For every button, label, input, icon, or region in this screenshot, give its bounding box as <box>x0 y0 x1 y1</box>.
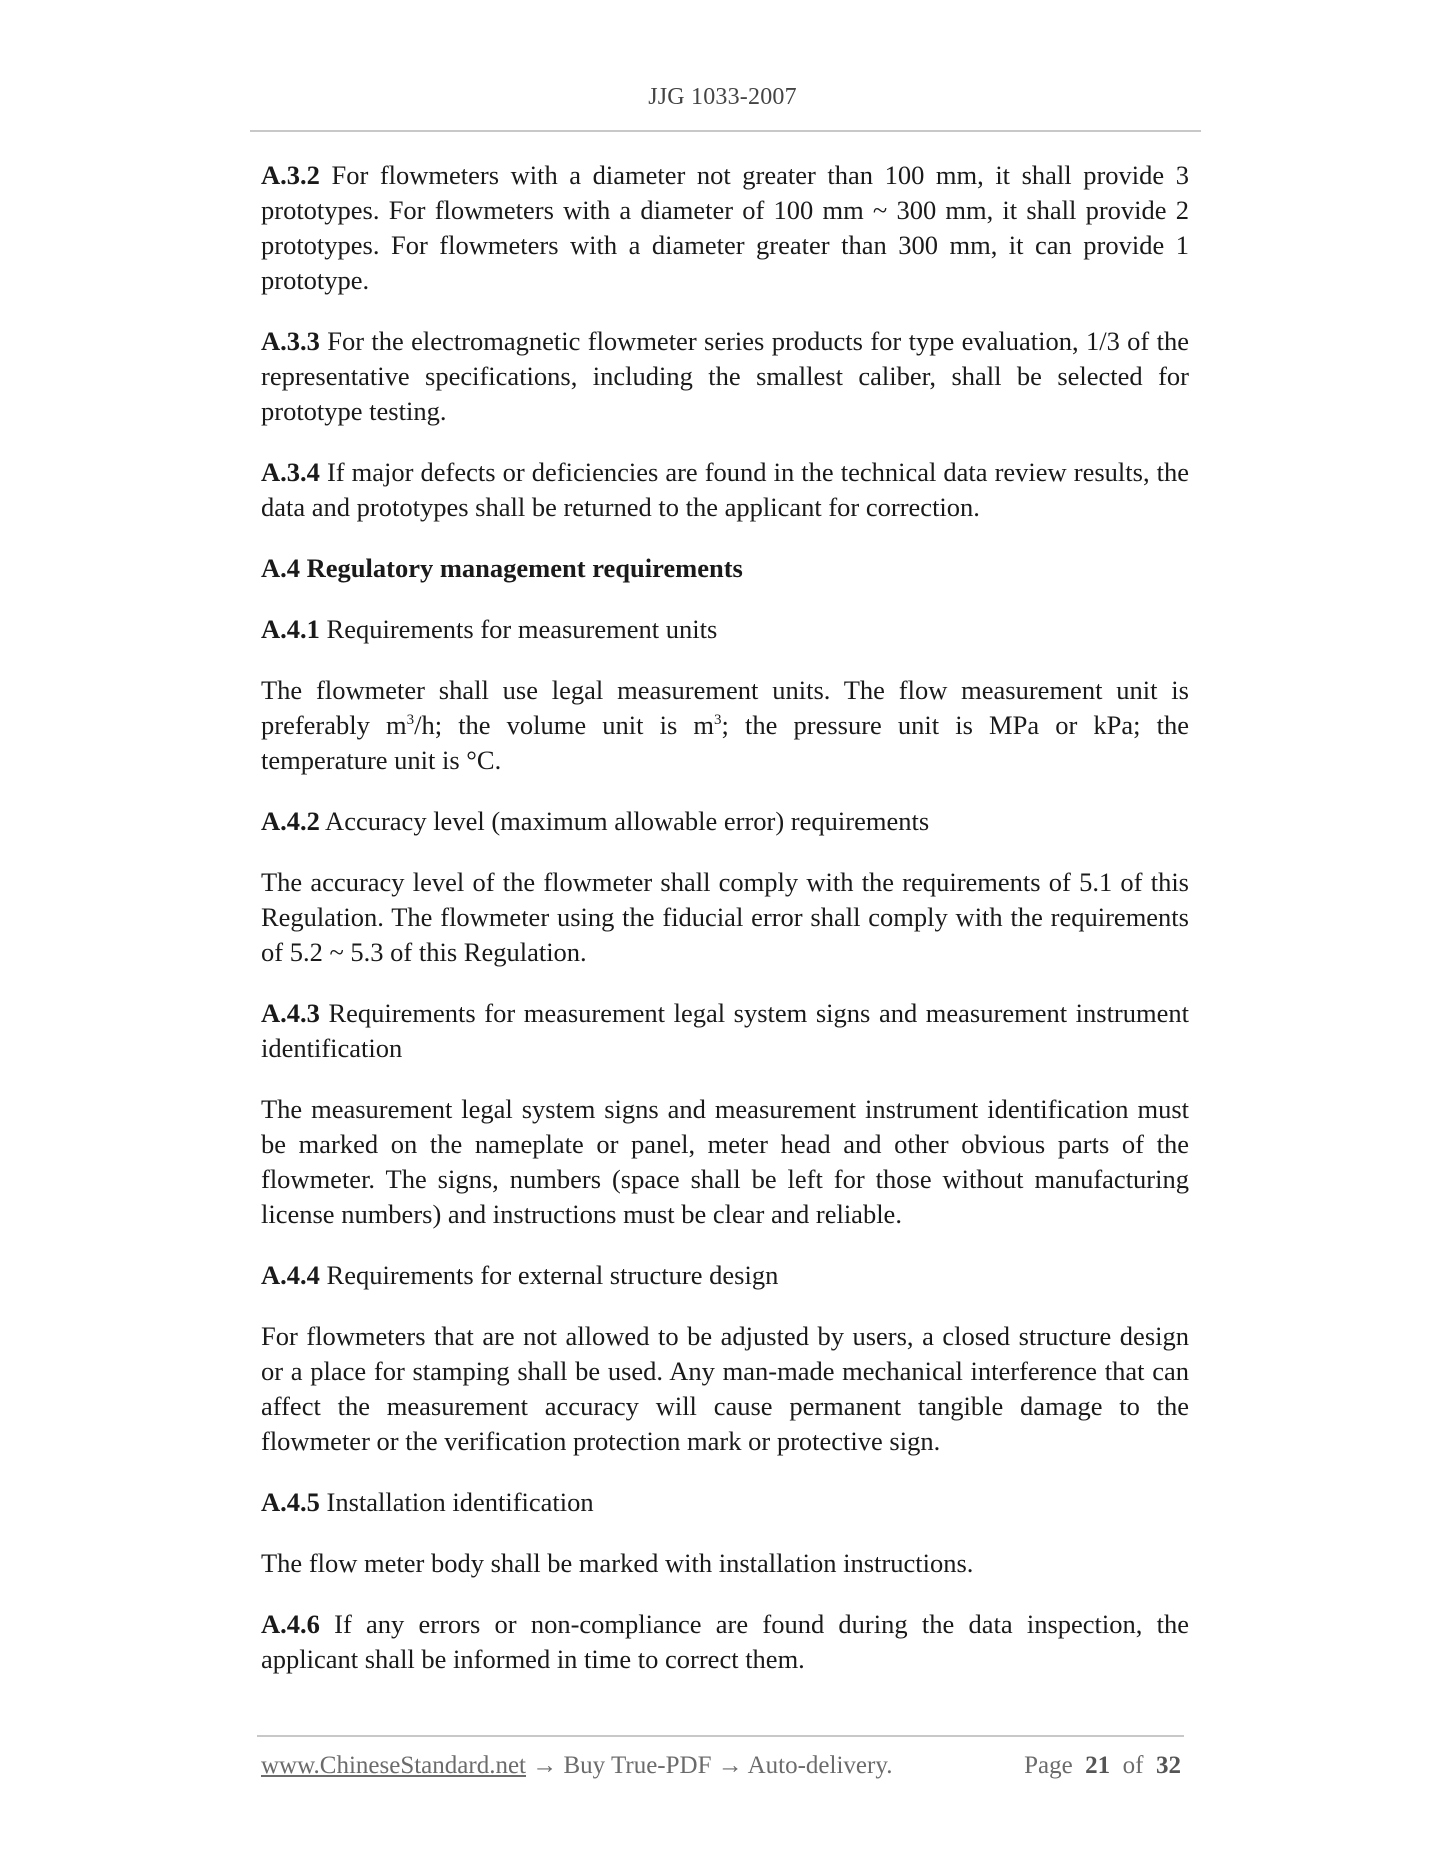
accuracy-paragraph: The accuracy level of the flowmeter shall comply with the requirements of 5.1 of this Regulation. The flowmeter using the fiducial error shall comply with the requirements of 5.2 ~ 5.3 of this Regulation. <box>261 867 1189 967</box>
clause-text: If major defects or deficiencies are found in the technical data review results, the data and prototypes shall be returned to the applicant for correction. <box>261 457 1189 522</box>
clause-number: A.4.5 <box>261 1487 320 1517</box>
clause-number: A.3.4 <box>261 457 320 487</box>
buy-text: Buy True-PDF <box>557 1752 718 1779</box>
clause-text: Requirements for measurement legal system signs and measurement instrument identification <box>261 998 1189 1063</box>
units-text-1: The flowmeter shall use legal measurement units. The flow measurement unit is preferably m <box>261 675 1189 740</box>
clause-text: If any errors or non-compliance are found during the data inspection, the applicant shall be informed in time to correct them. <box>261 1609 1189 1674</box>
page-of: of <box>1122 1752 1144 1779</box>
clause-number: A.4.2 <box>261 806 320 836</box>
footer-divider <box>257 1735 1184 1737</box>
clause-text: Requirements for measurement units <box>319 614 718 644</box>
units-text-2: /h; the volume unit is m <box>414 710 715 740</box>
page-label: Page <box>1024 1752 1073 1779</box>
clause-text: Requirements for external structure design <box>319 1260 779 1290</box>
arrow-right-icon: → <box>717 1752 743 1779</box>
delivery-text: Auto-delivery. <box>742 1752 893 1779</box>
clause-a-3-2 <box>261 158 1189 298</box>
superscript-3: 3 <box>406 712 415 729</box>
clause-text: Accuracy level (maximum allowable error) requirements <box>319 806 930 836</box>
clause-number: A.4.1 <box>261 614 320 644</box>
units-paragraph <box>261 673 1189 778</box>
document-body <box>261 158 1189 1703</box>
clause-number: A.3.2 <box>261 160 320 190</box>
header-divider <box>250 130 1201 132</box>
clause-a-4-4 <box>261 1258 1189 1293</box>
clause-a-4-5 <box>261 1485 1189 1520</box>
superscript-3: 3 <box>714 712 722 729</box>
arrow-right-icon: → <box>532 1752 558 1779</box>
running-header: JJG 1033-2007 <box>648 84 797 110</box>
page-current: 21 <box>1085 1752 1111 1779</box>
clause-a-4-1 <box>261 612 1189 647</box>
installation-paragraph: The flow meter body shall be marked with installation instructions. <box>261 1548 974 1578</box>
page-number <box>1024 1752 1181 1780</box>
clause-text: For the electromagnetic flowmeter series products for type evaluation, 1/3 of the representative specifications, including the smallest caliber, shall be selected for prototype testing. <box>261 326 1189 426</box>
website-link[interactable]: www.ChineseStandard.net <box>261 1752 526 1779</box>
clause-number: A.4.3 <box>261 998 320 1028</box>
section-heading-a-4: A.4 Regulatory management requirements <box>261 553 743 583</box>
units-text-3: ; the pressure unit is MPa or kPa; the temperature unit is °C. <box>261 710 1189 775</box>
clause-number: A.4.4 <box>261 1260 320 1290</box>
clause-a-4-6 <box>261 1607 1189 1677</box>
clause-number: A.4.6 <box>261 1609 320 1639</box>
signs-paragraph: The measurement legal system signs and measurement instrument identification must be marked on the nameplate or panel, meter head and other obvious parts of the flowmeter. The signs, numbers (space shall be left for those without manufacturing license numbers) and instructions must be clear and reliable. <box>261 1094 1189 1229</box>
clause-a-4-2 <box>261 804 1189 839</box>
clause-number: A.3.3 <box>261 326 320 356</box>
footer-promo <box>261 1752 892 1780</box>
clause-text: For flowmeters with a diameter not greater than 100 mm, it shall provide 3 prototypes. For flowmeters with a diameter of 100 mm ~ 300 mm, it shall provide 2 prototypes. For flowmeters with a diameter greater than 300 mm, it can provide 1 prototype. <box>261 160 1189 295</box>
clause-a-3-4 <box>261 455 1189 525</box>
clause-text: Installation identification <box>319 1487 594 1517</box>
clause-a-4-3 <box>261 996 1189 1066</box>
page-total: 32 <box>1156 1752 1181 1779</box>
clause-a-3-3 <box>261 324 1189 429</box>
structure-paragraph: For flowmeters that are not allowed to be adjusted by users, a closed structure design or a place for stamping shall be used. Any man-made mechanical interference that can affect the measurement accuracy will cause permanent tangible damage to the flowmeter or the verification protection mark or protective sign. <box>261 1321 1189 1456</box>
